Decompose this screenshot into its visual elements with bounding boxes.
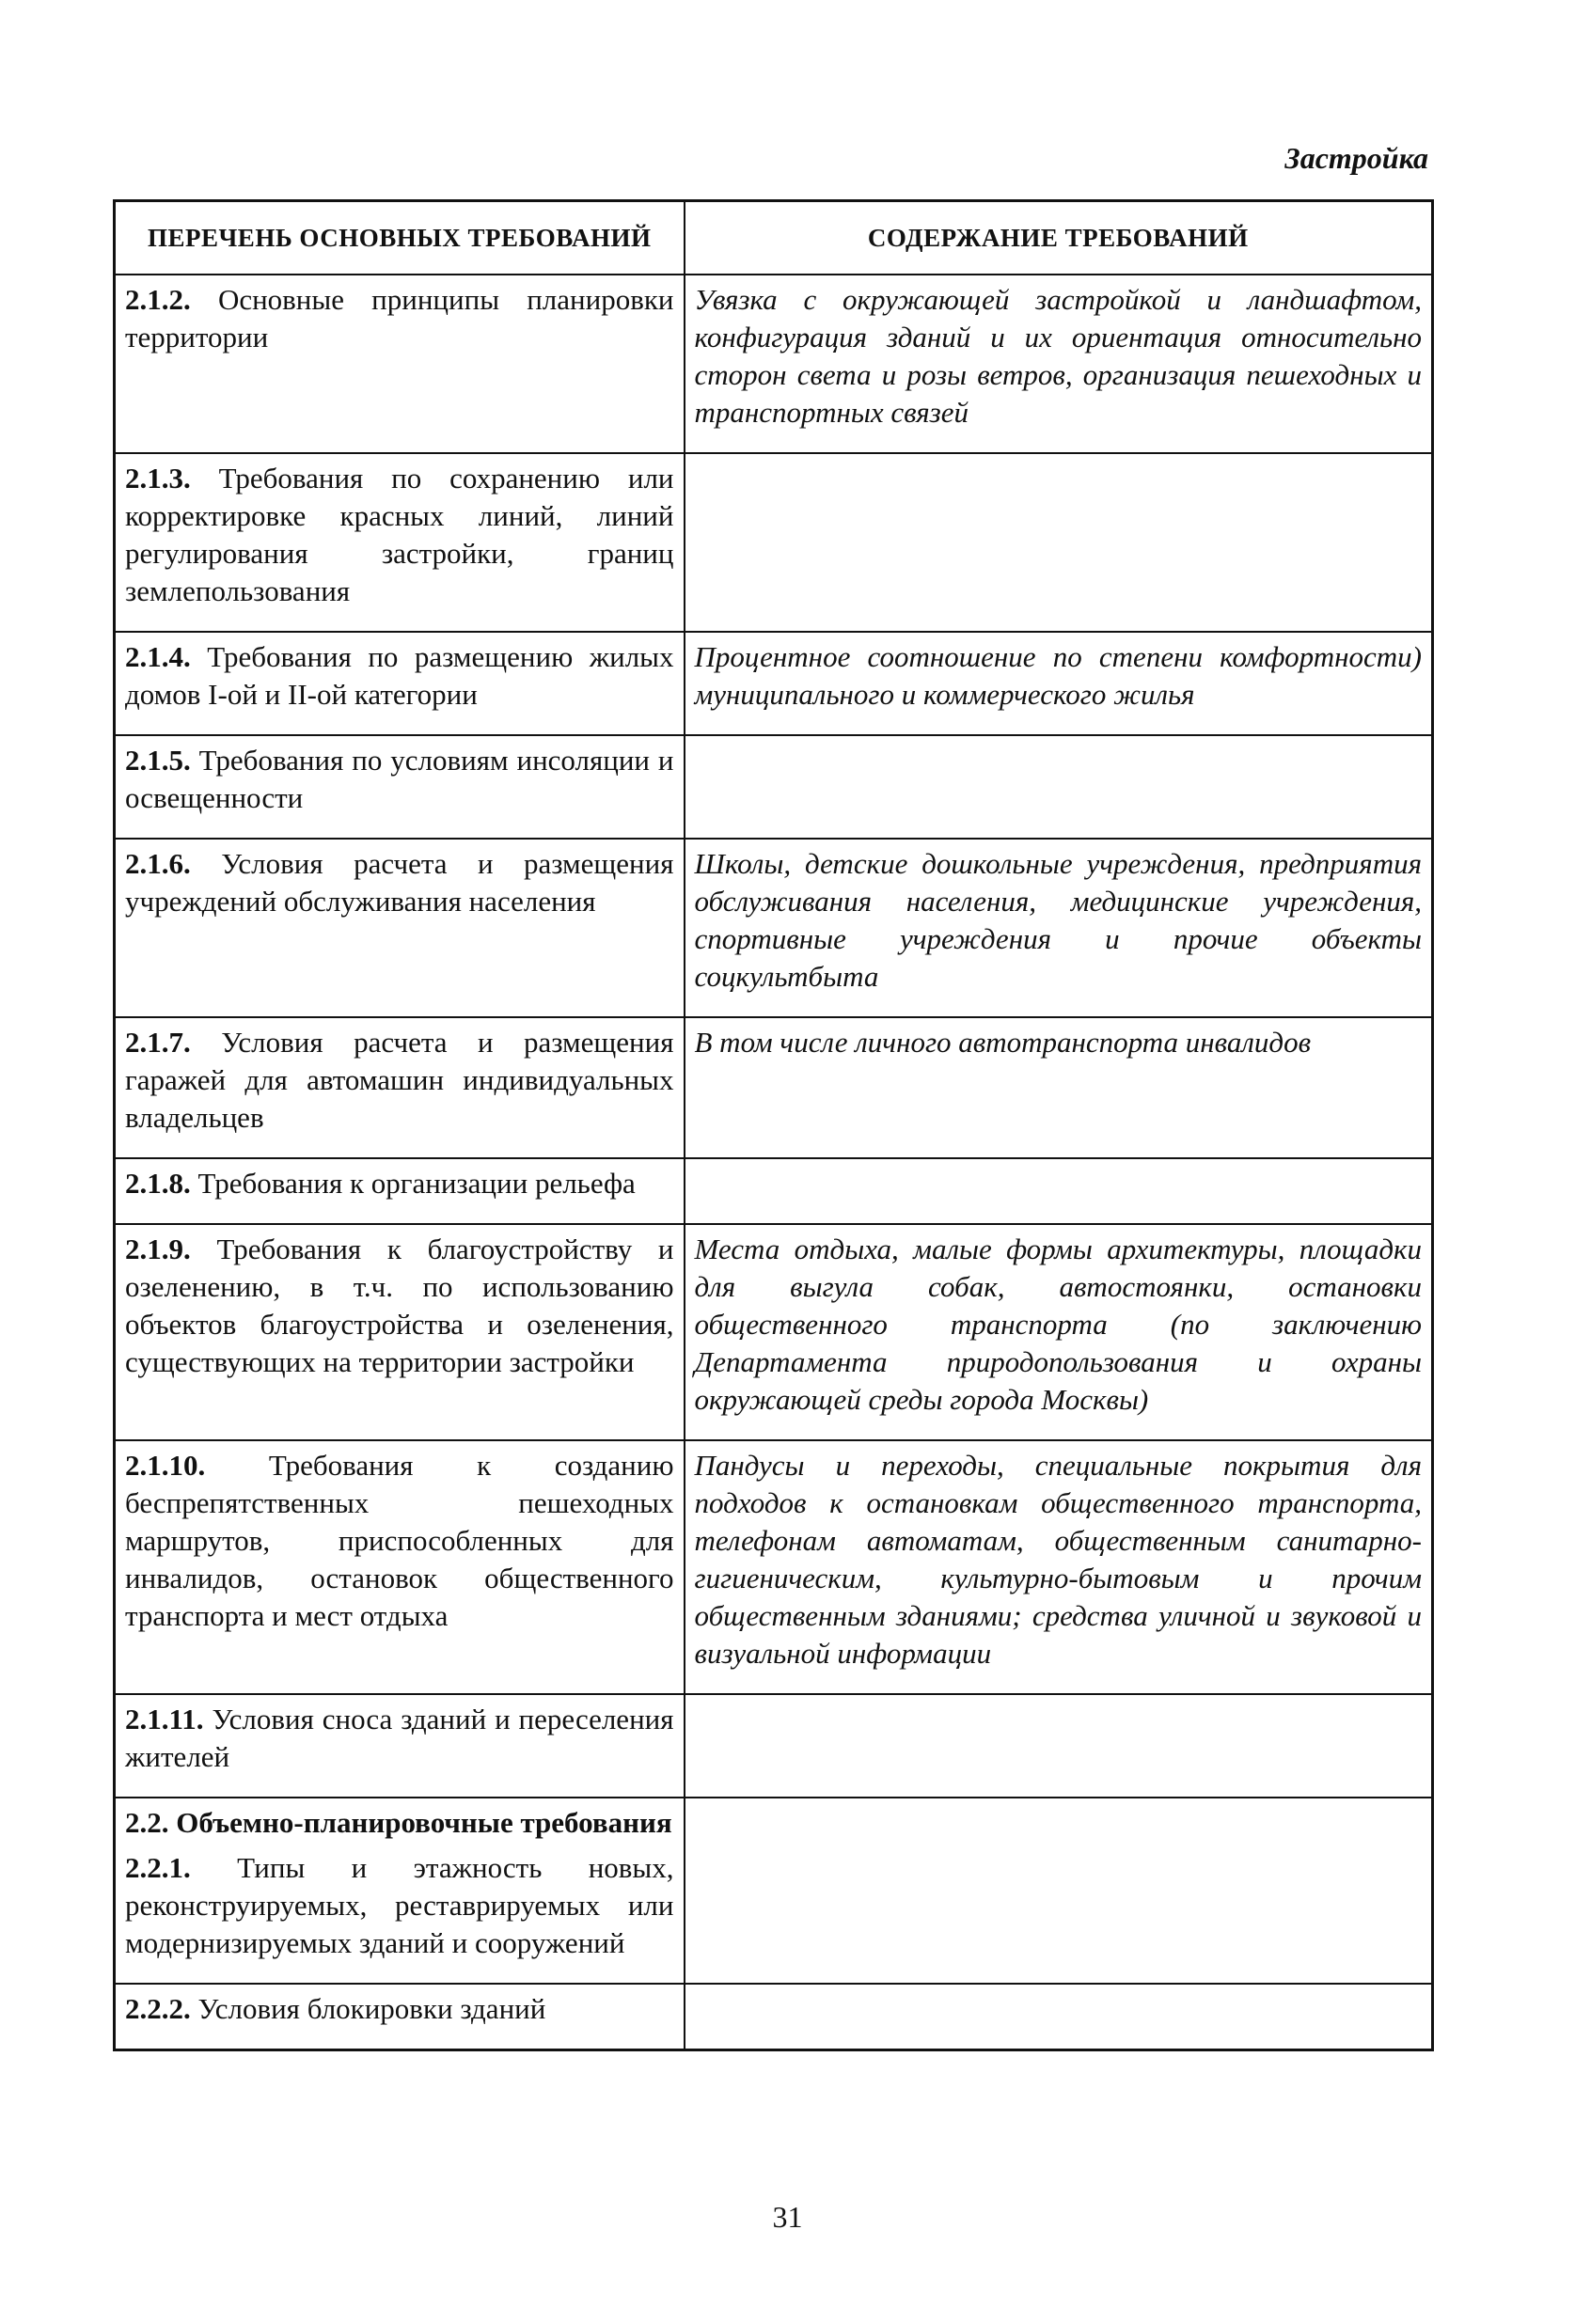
requirement-cell bbox=[115, 1158, 685, 1224]
requirement-text: Требования к организации рельефа bbox=[197, 1167, 636, 1200]
page-number: 31 bbox=[772, 2200, 803, 2234]
content-cell: Увязка с окружающей застройкой и ландшафтом, конфигурация зданий и их ориентация относительно сторон света и розы ветров, организация пешеходных и транспортных связей bbox=[685, 275, 1433, 453]
table-row bbox=[115, 632, 1433, 735]
table-row bbox=[115, 1984, 1433, 2050]
table-row bbox=[115, 1440, 1433, 1694]
requirement-number: 2.2.2. bbox=[125, 1992, 191, 2025]
requirement-text: Требования к благоустройству и озеленению, в т.ч. по использованию объектов благоустройства и озеленения, существующих на территории застройки bbox=[125, 1233, 674, 1378]
requirement-text: Требования по сохранению или корректировке красных линий, линий регулирования застройки, границ землепользования bbox=[125, 462, 674, 607]
table-row bbox=[115, 453, 1433, 632]
content-cell bbox=[685, 735, 1433, 839]
table-row bbox=[115, 1798, 1433, 1984]
content-cell bbox=[685, 1158, 1433, 1224]
requirement-cell bbox=[115, 453, 685, 632]
requirement-text: Условия сноса зданий и переселения жителей bbox=[125, 1703, 674, 1773]
requirement-cell bbox=[115, 1017, 685, 1158]
table-row bbox=[115, 735, 1433, 839]
requirement-number: 2.1.6. bbox=[125, 847, 191, 880]
table-row bbox=[115, 1017, 1433, 1158]
content-cell bbox=[685, 1984, 1433, 2050]
requirement-cell bbox=[115, 275, 685, 453]
table-row bbox=[115, 839, 1433, 1017]
requirement-cell bbox=[115, 632, 685, 735]
requirement-text: Требования к созданию беспрепятственных пешеходных маршрутов, приспособленных для инвалидов, остановок общественного транспорта и мест отдыха bbox=[125, 1449, 674, 1632]
requirement-cell bbox=[115, 1798, 685, 1984]
column-header-requirements: ПЕРЕЧЕНЬ ОСНОВНЫХ ТРЕБОВАНИЙ bbox=[115, 201, 685, 275]
table-row bbox=[115, 1694, 1433, 1798]
content-cell bbox=[685, 453, 1433, 632]
table-row bbox=[115, 275, 1433, 453]
requirement-text: Типы и этажность новых, реконструируемых, реставрируемых или модернизируемых зданий и сооружений bbox=[125, 1851, 674, 1959]
content-cell bbox=[685, 1798, 1433, 1984]
requirement-number: 2.1.11. bbox=[125, 1703, 204, 1735]
requirement-number: 2.1.8. bbox=[125, 1167, 191, 1200]
requirement-cell bbox=[115, 1984, 685, 2050]
requirement-number: 2.1.10. bbox=[125, 1449, 206, 1482]
requirement-text: Условия блокировки зданий bbox=[197, 1992, 546, 2025]
running-header: Застройка bbox=[1284, 141, 1428, 175]
content-cell: Процентное соотношение по степени комфортности) муниципального и коммерческого жилья bbox=[685, 632, 1433, 735]
requirement-text: Условия расчета и размещения учреждений обслуживания населения bbox=[125, 847, 674, 918]
content-cell: В том числе личного автотранспорта инвалидов bbox=[685, 1017, 1433, 1158]
table-row bbox=[115, 1224, 1433, 1440]
requirement-number: 2.1.2. bbox=[125, 283, 191, 316]
requirement-text: Условия расчета и размещения гаражей для автомашин индивидуальных владельцев bbox=[125, 1026, 674, 1134]
content-cell bbox=[685, 1694, 1433, 1798]
section-title: 2.2. Объемно-планировочные требования bbox=[125, 1806, 672, 1839]
requirement-cell bbox=[115, 735, 685, 839]
requirement-text: Требования по размещению жилых домов I-ой и II-ой категории bbox=[125, 640, 674, 711]
content-cell: Школы, детские дошкольные учреждения, предприятия обслуживания населения, медицинские учреждения, спортивные учреждения и прочие объекты соцкультбыта bbox=[685, 839, 1433, 1017]
content-cell: Пандусы и переходы, специальные покрытия для подходов к остановкам общественного транспорта, телефонам автоматам, общественным санитарно-гигиеническим, культурно-бытовым и прочим общественным зданиями; средства уличной и звуковой и визуальной информации bbox=[685, 1440, 1433, 1694]
requirement-number: 2.1.7. bbox=[125, 1026, 191, 1059]
requirement-number: 2.1.5. bbox=[125, 744, 191, 777]
content-cell: Места отдыха, малые формы архитектуры, площадки для выгула собак, автостоянки, остановки общественного транспорта (по заключению Департамента природопользования и охраны окружающей среды города Москвы) bbox=[685, 1224, 1433, 1440]
requirement-cell bbox=[115, 1440, 685, 1694]
requirement-number: 2.2.1. bbox=[125, 1851, 191, 1884]
requirement-cell bbox=[115, 1224, 685, 1440]
requirement-cell bbox=[115, 1694, 685, 1798]
requirement-number: 2.1.4. bbox=[125, 640, 191, 673]
table-header-row bbox=[115, 201, 1433, 275]
column-header-content: СОДЕРЖАНИЕ ТРЕБОВАНИЙ bbox=[685, 201, 1433, 275]
table-row bbox=[115, 1158, 1433, 1224]
requirement-number: 2.1.9. bbox=[125, 1233, 191, 1265]
requirement-text: Основные принципы планировки территории bbox=[125, 283, 674, 353]
requirement-cell bbox=[115, 839, 685, 1017]
requirement-text: Требования по условиям инсоляции и освещенности bbox=[125, 744, 674, 814]
requirement-number: 2.1.3. bbox=[125, 462, 191, 495]
requirements-table bbox=[113, 199, 1434, 2051]
